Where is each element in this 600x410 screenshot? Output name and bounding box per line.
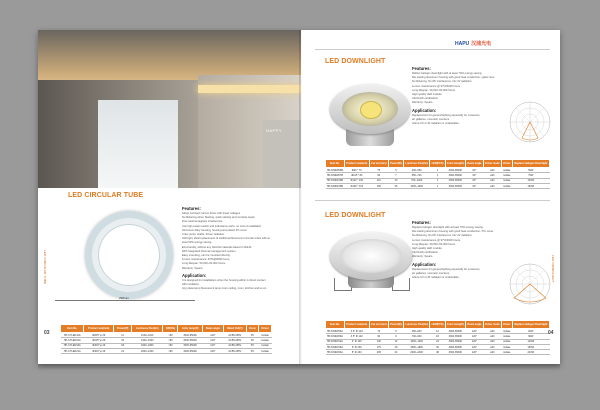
table-cell: isolate [503,179,511,183]
table-cell: with [483,329,501,334]
table-cell: 10 [388,178,403,183]
downlight-2-spec-table [325,320,550,355]
table-cell: 60° [466,173,484,178]
column-header: Product size(mm) [344,160,369,168]
table-cell: >80 [163,343,178,348]
table-cell: 130 [369,339,388,344]
column-header: Item No. [326,321,345,329]
table-cell: 120W [512,339,549,344]
section-divider [315,200,550,201]
table-cell: 1 [430,183,445,188]
table-cell: 120° [466,329,484,334]
column-header: Power(W) [114,325,132,333]
table-cell: 1000~1100 [132,333,163,338]
circular-tube-image [75,205,185,305]
feature-line: No flickering when Starting, quick starting and consists repair. [182,216,256,220]
left-features-list [182,212,294,271]
photo-window [98,100,178,188]
table-cell: HP-DN6W15B [326,184,343,188]
table-cell: with [483,173,501,178]
feature-line: Warranty: 3years. [182,266,204,270]
downlight-2-features [412,220,507,280]
table-cell: >80 [163,348,178,353]
table-cell: 450~600 [404,329,430,334]
table-cell: 3000-6500K [445,334,465,339]
table-cell: Φ225* φ 29 [84,338,114,343]
column-header: Rated Volt(V) [223,325,246,333]
downlight-diffuser [340,239,402,273]
table-cell: 6" Φ 200 [344,344,369,349]
table-cell: 24 [388,350,403,355]
table-cell: 12 [388,339,403,344]
column-header: Color temp(K) [178,325,202,333]
table-cell: 150 [369,183,388,188]
feature-line: Adopt constant current driver with linear voltages. [182,212,241,215]
column-header: Power(W) [388,160,403,168]
table-cell: 60W [512,329,549,334]
beam-diagram-svg [508,100,552,144]
table-cell: 100W [512,178,549,183]
table-cell: Φ120 * 100 [344,178,369,183]
table-cell: Φ105 * 80 [344,173,369,178]
table-cell: HP-CTLED18A [61,343,84,348]
table-cell: HP-DN6W18A [326,345,343,349]
feature-line: Lumen maintenance @ 97%/3000 hours. [412,238,461,242]
feature-line: Reflect halogen downlight with at least 70% energy saving. [412,72,483,75]
table-cell: 70 [369,329,388,334]
table-cell: 3000-6500K [445,339,465,344]
table-cell: HP-CTLED21A [61,348,84,353]
table-row [326,183,550,188]
application-heading: Application: [412,261,437,267]
table-cell: 12 [430,329,445,334]
feature-line: CE RoHS certification. [412,97,439,101]
feature-line: No flickering, No RF interference, No UV radiation. [412,80,473,84]
table-cell: isolate [503,168,511,172]
feature-line: Warranty: 3years. [412,101,434,105]
column-header: Replace Halogen Downlight [512,160,549,168]
downlight-1-features [412,66,507,126]
table-cell: 9 [388,334,403,339]
feature-line: Easy mounting, can be mounted directly. [182,254,231,258]
table-cell: with [483,178,501,183]
table-cell: 90 [369,173,388,178]
spring-clip-right [392,278,410,291]
features-heading: Features: [412,220,431,225]
table-cell: 120° [202,333,223,338]
table-cell: with [483,350,501,355]
right-page-number: 04 [548,330,554,336]
table-cell: 3000-6500K [445,178,465,183]
photo-light-strip [198,85,301,93]
table-cell: 3000-6500K [178,348,202,353]
column-header: Luminous Flux(lm) [404,321,430,329]
table-cell: 400~550 [404,168,430,173]
column-header: Cut out (mm) [369,321,388,329]
table-header-row [61,325,272,333]
application-line: art galleries, cosmetic counters, [412,271,450,275]
table-cell: 3000-6500K [445,329,465,334]
feature-line: With Integrated thermal management system. [182,249,237,253]
features-heading: Features: [412,66,431,71]
feature-line: Eco-friendly, without any harmful materials based in RoHS. [182,245,253,249]
table-cell: Isolate [259,343,272,348]
page-fold [299,30,302,364]
table-cell: Isolate [259,333,272,338]
table-cell: 1 [430,178,445,183]
table-header-row [326,321,550,329]
table-cell: HP-DN6W12A [326,340,343,344]
table-cell: 3000-6500K [445,344,465,349]
downlight-1-spec-table [325,159,550,189]
table-cell: 120° [202,338,223,343]
table-cell: 24 [430,339,445,344]
table-cell: Isolate [259,338,272,343]
header-rule [315,49,550,50]
table-cell: 75 [369,168,388,173]
table-cell: isolate [503,173,511,177]
table-cell: 60° [466,178,484,183]
brand-name-cn: 汉浦光电 [471,41,492,47]
table-cell: 180W [512,344,549,349]
feature-line: Die-casting aluminum housing with good heat conduction / PC cover. [412,230,494,234]
table-cell: with [483,334,501,339]
column-header: Beam angle [466,321,484,329]
table-cell: 6 [388,329,403,334]
table-cell: 3000-6500K [445,168,465,173]
feature-line: Long lifespan: 30,000~50,000 hours. [412,242,456,246]
table-cell: isolate [503,334,511,338]
table-cell: 15 [114,338,132,343]
feature-line: CE RoHS certification. [412,251,439,255]
application-line: where UV or IR radiation is undesirable. [412,276,460,280]
feature-line: Long lifespan: 50,000~60,000 hours. [182,262,226,266]
column-header: Replace Halogen Downlight [512,321,549,329]
photo-sign-text: HAPPY [266,128,283,133]
column-header: Driver [502,321,513,329]
feature-line: Lumen maintenance @ 97%/3000 hours. [412,84,461,88]
table-cell: HP-DN6W06A [326,329,343,333]
table-cell: 3.5" Φ 120 [344,334,369,339]
table-cell: 110 [369,178,388,183]
table-header-row [326,160,550,168]
table-cell: 175 [369,344,388,349]
table-cell: AC85-265V [223,333,246,338]
table-cell: Φ160 * 115 [344,183,369,188]
table-cell: 15 [388,183,403,188]
brand-logo [455,40,491,47]
column-header: Luminous Flux(lm) [404,160,430,168]
feature-line: Soft light, ideal replacement of traditional fluorescent circular tubes with at [182,237,270,241]
right-side-label: LED DOWNLIGHT [551,255,555,283]
dimension-line [55,300,195,301]
table-cell: HP-DN6W05B [326,168,343,172]
application-line: Replacement for general lighting especially for museums, [412,267,481,271]
feature-line: High quality LED module. [412,93,443,97]
table-cell: PC [246,333,258,338]
table-cell: AC85-265V [223,338,246,343]
table-cell: isolate [503,340,511,344]
table-cell: 120° [202,343,223,348]
application-line: with insulation. [182,283,200,287]
application-line: where UV or IR radiation is undesirable. [412,122,460,126]
table-cell: 60° [466,168,484,173]
table-cell: 18 [114,343,132,348]
table-cell: PC [246,338,258,343]
table-cell: 36 [430,344,445,349]
table-cell: 11 [114,333,132,338]
feature-line: Die-casting aluminum housing with good heat conduction / glass lens. [412,76,495,80]
feature-line: No flickering, No RF interference, No UV radiation. [412,234,473,238]
table-cell: 90W [512,334,549,339]
column-header: Product size(mm) [84,325,114,333]
table-cell: 205 [369,350,388,355]
application-line: art galleries, cosmetic counters, [412,117,450,121]
table-cell: 3000-6500K [445,350,465,355]
left-page-number: 03 [44,330,50,336]
column-header: LED(PCS) [430,321,445,329]
tube-inner-ring [99,225,159,285]
table-cell: HP-CTLED11A [61,333,84,338]
table-cell: Φ400* φ 29 [84,348,114,353]
table-cell: with [483,339,501,344]
table-row [326,350,550,355]
table-cell: 1600~1800 [132,343,163,348]
downlight-1-title: LED DOWNLIGHT [325,58,386,65]
cob-chip [360,101,382,119]
table-cell: 2000~2100 [132,348,163,353]
table-cell: 120° [466,350,484,355]
application-heading: Application: [412,107,437,113]
table-cell: 120° [202,348,223,353]
application-heading: Application: [182,272,207,278]
column-header: Item No. [61,325,84,333]
table-cell: >80 [163,333,178,338]
table-cell: 700~900 [404,334,430,339]
column-header: Beam angle [202,325,223,333]
table-cell: AC85-265V [223,348,246,353]
table-cell: isolate [503,184,511,188]
table-cell: 3000-6500K [445,173,465,178]
table-cell: 3000-6500K [178,343,202,348]
application-line: It is designed for installations when the housing within in direct contact [182,278,266,282]
table-cell: 50W [512,168,549,173]
pc-downlight-image [330,232,412,298]
table-cell: Isolate [259,348,272,353]
circular-tube-spec-table [60,324,272,354]
table-cell: 3000-6500K [178,338,202,343]
table-cell: with [483,183,501,188]
table-cell: 3000-6500K [445,183,465,188]
table-cell: 18 [430,334,445,339]
table-cell: 1 [430,168,445,173]
left-page-title: LED CIRCULAR TUBE [68,192,144,199]
feature-line: Color purity, stable, driven radiation. [182,233,225,237]
table-cell: 5 [388,168,403,173]
column-header: Cover [246,325,258,333]
table-cell: with [483,344,501,349]
table-cell: 21 [114,348,132,353]
beam-angle-diagram-2 [508,262,552,306]
column-header: Color temp(K) [445,160,465,168]
table-cell: 1000~1200 [404,339,430,344]
table-cell: 90 [369,334,388,339]
downlight-2-title: LED DOWNLIGHT [325,212,386,219]
table-cell: isolate [503,345,511,349]
table-cell: AC85-265V [223,343,246,348]
table-cell: 120° [466,339,484,344]
features-heading: Features: [182,206,201,211]
table-cell: >80 [163,338,178,343]
table-cell: 2000~2400 [404,350,430,355]
feature-line: Free electromagnetic interference. [182,220,223,224]
table-cell: with [483,168,501,173]
table-cell: 75W [512,173,549,178]
brand-name: HAPU [455,41,470,47]
table-cell: HP-DN6W09A [326,334,343,338]
table-cell: 18 [388,344,403,349]
beam-diagram-svg [508,262,552,306]
left-features-block [182,206,294,291]
left-side-label: LED CIRCULAR TUBE [43,250,47,285]
table-cell: 1500~1800 [404,344,430,349]
application-line: Replacement for general lighting especially for museums, [412,113,481,117]
column-header: CRI(Ra) [163,325,178,333]
catalog-shadow [38,364,560,370]
table-cell: 48 [430,350,445,355]
table-cell: 7 [388,173,403,178]
table-cell: 700~1000 [404,178,430,183]
table-cell: HP-DN6W24A [326,350,343,354]
beam-angle-diagram-1 [508,100,552,144]
table-cell: Φ90 * 70 [344,168,369,173]
column-header: Driver mode [483,321,501,329]
table-cell: 240W [512,350,549,355]
table-cell: HP-CTLED15A [61,338,84,343]
column-header: Color temp(K) [445,321,465,329]
column-header: Driver mode [483,160,501,168]
feature-line: Long lifespan: 30,000~50,000 hours. [412,88,456,92]
feature-line: High quality LED module. [412,247,443,251]
table-cell: 8" Φ 240 [344,350,369,355]
table-cell: 150W [512,183,549,188]
table-cell: 3000-6500K [178,333,202,338]
table-cell: PC [246,343,258,348]
table-cell: Φ205* φ 29 [84,333,114,338]
column-header: Product size(mm) [344,321,369,329]
column-header: Power(W) [388,321,403,329]
table-cell: PC [246,348,258,353]
feature-line: Use high power switch and inductance parts, no cost of installation. [182,224,262,228]
table-cell: 4" Φ 145 [344,339,369,344]
table-cell: 1000~1500 [404,183,430,188]
column-header: Item No. [326,160,345,168]
table-cell: HP-DN6W10B [326,179,343,183]
feature-line: Warranty: 3years. [412,255,434,259]
feature-line: least 50% energy saving. [182,241,213,245]
table-cell: HP-DN6W07B [326,173,343,177]
table-cell: 1300~1500 [132,338,163,343]
table-cell: 120° [466,344,484,349]
column-header: Luminous Flux(lm) [132,325,163,333]
table-cell: isolate [503,350,511,354]
interior-photo [38,30,301,188]
cob-downlight-image [330,84,410,146]
table-cell: 60° [466,183,484,188]
dimension-label: 298mm [119,296,130,300]
column-header: Beam angle [466,160,484,168]
table-cell: isolate [503,329,511,333]
table-row [61,348,272,353]
application-line: Any place lamp fluorescent lamp room ceiling, room, kitchen and so on. [182,287,267,291]
table-cell: 2.5" Φ 104 [344,329,369,334]
table-cell: Φ300* φ 29 [84,343,114,348]
feature-line: Lumen maintenance: 97%@3000 hours. [182,258,231,262]
feature-line: Aluminum Alloy housing, housing and plastic PC cover. [182,228,248,232]
column-header: LED(PCS) [430,160,445,168]
column-header: Cut out (mm) [369,160,388,168]
feature-line: Replace halogen downlight with at least 70% energy saving. [412,226,484,229]
table-cell: 550~700 [404,173,430,178]
column-header: Driver [259,325,272,333]
table-cell: 120° [466,334,484,339]
column-header: Driver [502,160,513,168]
table-cell: 1 [430,173,445,178]
